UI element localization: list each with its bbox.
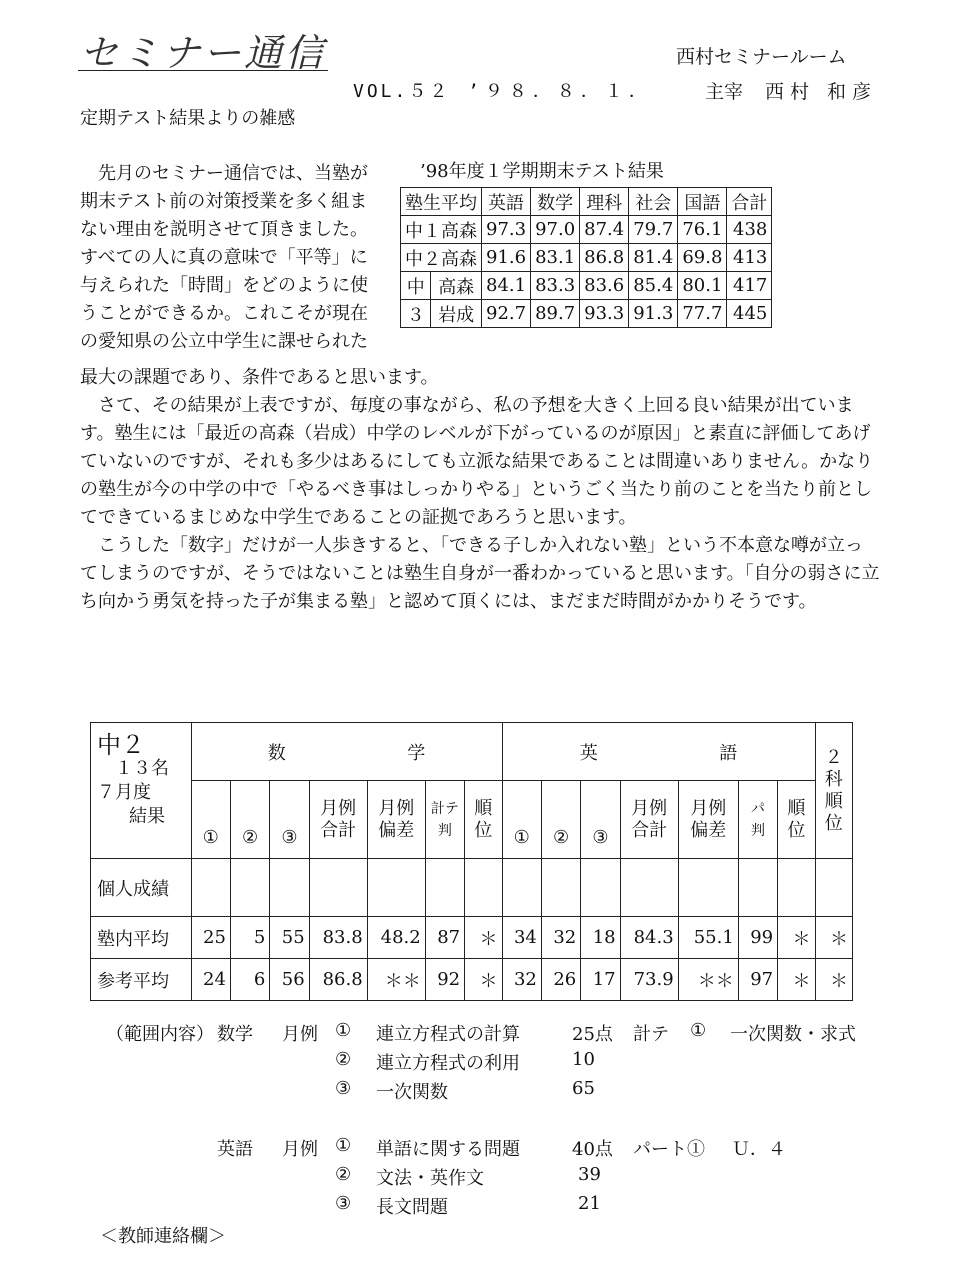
eng-part-header — [738, 781, 777, 859]
header-text: 位 — [474, 819, 493, 841]
table-row — [401, 300, 772, 328]
eng-q2-header: ② — [541, 781, 580, 859]
eng-q3-header: ③ — [581, 781, 620, 859]
table-row — [91, 917, 853, 959]
header-text: パ — [750, 800, 765, 817]
score-cell: 6 — [230, 959, 269, 1001]
row-label: 中１高森 — [401, 216, 482, 244]
score-cell: 32 — [502, 959, 541, 1001]
score-cell: 18 — [581, 917, 620, 959]
combined-label-char: 順 — [824, 790, 843, 812]
score-cell: 79.7 — [629, 216, 678, 244]
item-points: 39 — [578, 1164, 601, 1185]
intro-line: ない理由を説明させて頂きました。 — [80, 219, 368, 240]
results-header-cell: 英語 — [482, 188, 531, 216]
item-number: ① — [335, 1135, 352, 1156]
results-header-cell: 数学 — [531, 188, 580, 216]
score-cell: ＊ — [465, 917, 502, 959]
results-header-cell: 社会 — [629, 188, 678, 216]
score-cell: 86.8 — [309, 959, 367, 1001]
intro-line: すべての人に真の意味で「平等」に — [80, 247, 368, 268]
score-cell — [230, 859, 269, 917]
math-header — [191, 723, 502, 781]
score-cell: 55 — [270, 917, 309, 959]
item-topic: 一次関数 — [376, 1082, 448, 1103]
score-cell: 83.6 — [580, 272, 629, 300]
math-q1-header: ① — [191, 781, 230, 859]
eng-rank-header — [778, 781, 815, 859]
score-cell — [465, 859, 502, 917]
item-number: ③ — [335, 1078, 352, 1099]
score-cell: 85.4 — [629, 272, 678, 300]
score-cell: 91.6 — [482, 244, 531, 272]
results-header-cell: 合計 — [727, 188, 772, 216]
math-label-1: 数 — [267, 742, 286, 764]
score-cell: 92.7 — [482, 300, 531, 328]
row-label: 個人成績 — [91, 859, 192, 917]
eng-sum-header — [620, 781, 678, 859]
masthead-underline — [78, 70, 328, 71]
issue-date: ’９８．８．１． — [468, 81, 653, 102]
item-number: ③ — [335, 1193, 352, 1214]
combined-label-char: 位 — [824, 812, 843, 834]
header-text: 月例 — [690, 797, 727, 819]
item-points: 10 — [572, 1049, 595, 1070]
item-number: ② — [335, 1049, 352, 1070]
score-cell: 97.0 — [531, 216, 580, 244]
item-points: 25点 — [572, 1024, 613, 1045]
score-cell — [581, 859, 620, 917]
item-topic: 連立方程式の利用 — [376, 1053, 520, 1074]
intro-line: の愛知県の公立中学生に課せられた — [80, 331, 368, 352]
results-table — [400, 187, 772, 328]
organization-name: 西村セミナールーム — [676, 46, 847, 68]
extra-topic: 一次関数・求式 — [730, 1024, 856, 1045]
english-label-2: 語 — [719, 742, 738, 764]
scope-english-subject: 英語 — [217, 1139, 253, 1160]
score-cell — [678, 859, 738, 917]
item-topic: 文法・英作文 — [376, 1168, 484, 1189]
scope-math-subject: 数学 — [217, 1024, 253, 1045]
score-cell: 81.4 — [629, 244, 678, 272]
score-cell — [425, 859, 464, 917]
score-cell: 87.4 — [580, 216, 629, 244]
results-table-title: ’98年度１学期期末テスト結果 — [420, 161, 664, 182]
corner-cell — [91, 723, 192, 859]
header-text: 判 — [437, 822, 452, 839]
row-label: 高森 — [431, 272, 482, 300]
grade-table-header-sub — [91, 781, 853, 859]
student-count: １３名 — [115, 758, 169, 779]
combined-rank-header — [815, 723, 852, 859]
grade-table-header-top — [91, 723, 853, 781]
table-row — [401, 244, 772, 272]
scope-math-type: 月例 — [282, 1024, 318, 1045]
intro-line: 与えられた「時間」をどのように使 — [80, 275, 368, 296]
table-row — [91, 959, 853, 1001]
body-paragraph: さて、その結果が上表ですが、毎度の事ながら、私の予想を大きく上回る良い結果が出ています。塾生には「最近の高森（岩成）中学のレベルが下がっているのが原因」と素直に評価してあげていないのですが、それも多少はあるにしても立派な結果であることは間違いありません。かなりの塾生が今の中学の中で「やるべき事はしっかりやる」というごく当たり前のことを当たり前としてできているまじめな中学生であることの証拠であろうと思います。 — [80, 395, 874, 528]
item-topic: 長文問題 — [376, 1197, 448, 1218]
result-label: 結果 — [129, 806, 165, 827]
score-cell: 48.2 — [367, 917, 425, 959]
total-cell: 417 — [727, 272, 772, 300]
item-points: 21 — [578, 1193, 601, 1214]
scope-english-type: 月例 — [282, 1139, 318, 1160]
body-paragraph: こうした「数字」だけが一人歩きすると、「できる子しか入れない塾」という不本意な噂が立ってしまうのですが、そうではないことは塾生自身が一番わかっていると思います。「自分の弱さに立ち向かう勇気を持った子が集まる塾」と認めて頂くには、まだまだ時間がかかりそうです。 — [80, 535, 880, 612]
score-cell: ＊＊ — [678, 959, 738, 1001]
results-header-row — [401, 188, 772, 216]
score-cell: 77.7 — [678, 300, 727, 328]
editor-label: 主宰 — [705, 81, 744, 103]
intro-line: 期末テスト前の対策授業を多く組ま — [80, 191, 368, 212]
intro-line: 先月のセミナー通信では、当塾が — [80, 163, 368, 184]
month-label: ７月度 — [97, 782, 151, 803]
score-cell — [778, 859, 815, 917]
total-cell: 438 — [727, 216, 772, 244]
english-label-1: 英 — [579, 742, 598, 764]
score-cell — [815, 859, 852, 917]
score-cell: 34 — [502, 917, 541, 959]
grade-cell: 中 — [401, 272, 431, 300]
grade-cell: ３ — [401, 300, 431, 328]
header-text: 順 — [474, 797, 493, 819]
score-cell: 91.3 — [629, 300, 678, 328]
header-text: 合計 — [631, 819, 668, 841]
score-cell — [309, 859, 367, 917]
extra-label: パート① — [633, 1139, 705, 1160]
table-row — [401, 216, 772, 244]
score-cell — [541, 859, 580, 917]
math-rank-header — [465, 781, 502, 859]
score-cell: 97 — [738, 959, 777, 1001]
grade-label: 中２ — [97, 731, 145, 759]
item-topic: 連立方程式の計算 — [376, 1024, 520, 1045]
header-text: 合計 — [320, 819, 357, 841]
math-keisan-header — [425, 781, 464, 859]
total-cell: 413 — [727, 244, 772, 272]
score-cell: ＊＊ — [367, 959, 425, 1001]
intro-column — [80, 160, 395, 356]
item-number: ② — [335, 1164, 352, 1185]
score-cell — [620, 859, 678, 917]
row-label: 塾内平均 — [91, 917, 192, 959]
score-cell: ＊ — [465, 959, 502, 1001]
score-cell: 76.1 — [678, 216, 727, 244]
score-cell — [502, 859, 541, 917]
english-header — [502, 723, 815, 781]
score-cell: ＊ — [815, 917, 852, 959]
score-cell: 83.3 — [531, 272, 580, 300]
score-cell: 89.7 — [531, 300, 580, 328]
score-cell: 69.8 — [678, 244, 727, 272]
total-cell: 445 — [727, 300, 772, 328]
article-body — [80, 364, 880, 616]
results-header-cell: 国語 — [678, 188, 727, 216]
score-cell: 32 — [541, 917, 580, 959]
score-cell: ＊ — [778, 917, 815, 959]
score-cell: 80.1 — [678, 272, 727, 300]
score-cell: 87 — [425, 917, 464, 959]
score-cell: 56 — [270, 959, 309, 1001]
score-cell: 93.3 — [580, 300, 629, 328]
combined-label-char: ２ — [824, 746, 843, 768]
grade-table — [90, 722, 853, 1001]
score-cell: 86.8 — [580, 244, 629, 272]
scope-label: （範囲内容） — [106, 1024, 214, 1045]
score-cell: 24 — [191, 959, 230, 1001]
row-label: 中２高森 — [401, 244, 482, 272]
results-header-cell: 塾生平均 — [401, 188, 482, 216]
header-text: 偏差 — [378, 819, 415, 841]
math-label-2: 学 — [407, 742, 426, 764]
score-cell: 5 — [230, 917, 269, 959]
combined-label-char: 科 — [824, 768, 843, 790]
eng-dev-header — [678, 781, 738, 859]
score-cell: ＊ — [815, 959, 852, 1001]
score-cell: 84.3 — [620, 917, 678, 959]
math-dev-header — [367, 781, 425, 859]
header-text: 月例 — [631, 797, 668, 819]
teacher-contact-label: ＜教師連絡欄＞ — [100, 1226, 226, 1247]
score-cell: 92 — [425, 959, 464, 1001]
math-q3-header: ③ — [270, 781, 309, 859]
score-cell: 73.9 — [620, 959, 678, 1001]
table-row — [401, 272, 772, 300]
table-row — [91, 859, 853, 917]
item-number: ① — [335, 1020, 352, 1041]
score-cell: ＊ — [778, 959, 815, 1001]
intro-line: うことができるか。これこそが現在 — [80, 303, 368, 324]
score-cell: 17 — [581, 959, 620, 1001]
header-text: 位 — [787, 819, 806, 841]
volume-number: VOL.５２ — [353, 81, 451, 102]
score-cell — [270, 859, 309, 917]
article-subtitle: 定期テスト結果よりの雑感 — [80, 108, 296, 129]
score-cell — [367, 859, 425, 917]
header-text: 判 — [750, 822, 765, 839]
results-header-cell: 理科 — [580, 188, 629, 216]
row-label: 岩成 — [431, 300, 482, 328]
score-cell: 25 — [191, 917, 230, 959]
header-text: 偏差 — [690, 819, 727, 841]
math-q2-header: ② — [230, 781, 269, 859]
item-points: 40点 — [572, 1139, 613, 1160]
body-paragraph: 最大の課題であり、条件であると思います。 — [80, 367, 439, 388]
score-cell: 97.3 — [482, 216, 531, 244]
score-cell: 55.1 — [678, 917, 738, 959]
score-cell — [738, 859, 777, 917]
score-cell: 99 — [738, 917, 777, 959]
masthead-title: セミナー通信 — [80, 31, 327, 75]
header-text: 月例 — [378, 797, 415, 819]
score-cell: 26 — [541, 959, 580, 1001]
header-text: 順 — [787, 797, 806, 819]
score-cell: 83.1 — [531, 244, 580, 272]
score-cell: 83.8 — [309, 917, 367, 959]
item-points: 65 — [572, 1078, 595, 1099]
eng-q1-header: ① — [502, 781, 541, 859]
item-topic: 単語に関する問題 — [376, 1139, 520, 1160]
header-text: 計テ — [430, 800, 459, 817]
editor-name: 西村 和彦 — [765, 81, 878, 103]
header-text: 月例 — [320, 797, 357, 819]
extra-number: ① — [690, 1020, 707, 1041]
score-cell: 84.1 — [482, 272, 531, 300]
extra-label: 計テ — [633, 1024, 669, 1045]
score-cell — [191, 859, 230, 917]
row-label: 参考平均 — [91, 959, 192, 1001]
extra-topic: Ｕ．４ — [732, 1139, 786, 1160]
math-sum-header — [309, 781, 367, 859]
